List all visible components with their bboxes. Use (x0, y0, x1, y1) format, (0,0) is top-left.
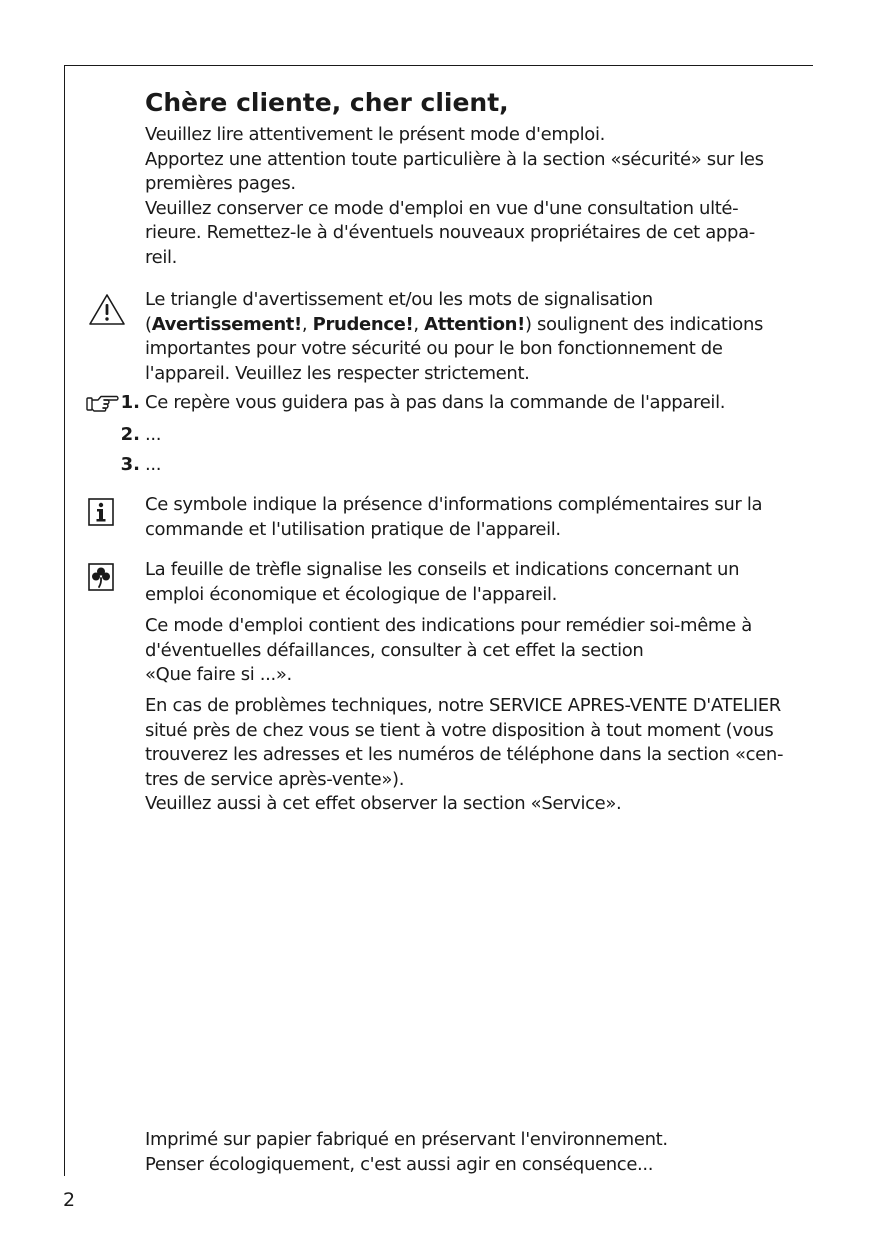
intro-line: Veuillez conserver ce mode d'emploi en vue d'une consultation ulté- (145, 197, 739, 219)
step-number: 3. (120, 454, 140, 475)
warning-line: l'appareil. Veuillez les respecter strictement. (145, 362, 530, 384)
footer-line: Imprimé sur papier fabriqué en préservant l'environnement. (145, 1129, 668, 1150)
info-line: commande et l'utilisation pratique de l'appareil. (145, 518, 561, 540)
eco-paragraph (145, 558, 795, 607)
troubleshooting-paragraph (145, 614, 795, 688)
troubleshooting-line: d'éventuelles défaillances, consulter à cet effet la section (145, 639, 644, 661)
service-line: Veuillez aussi à cet effet observer la section «Service». (145, 793, 622, 815)
page-number: 2 (63, 1189, 76, 1211)
service-line: situé près de chez vous se tient à votre disposition à tout moment (vous (145, 719, 774, 741)
separator: , (413, 313, 425, 335)
step-text: Ce repère vous guidera pas à pas dans la commande de l'appareil. (145, 392, 726, 413)
page-title: Chère cliente, cher client, (145, 88, 509, 117)
signal-word-prudence: Prudence! (312, 313, 414, 335)
info-line: Ce symbole indique la présence d'informations complémentaires sur la (145, 494, 763, 515)
warning-line (145, 313, 795, 338)
open-paren: ( (145, 313, 152, 335)
intro-line: premières pages. (145, 173, 296, 195)
signal-word-avertissement: Avertissement! (151, 313, 302, 335)
warning-paragraph (145, 288, 795, 386)
warning-triangle-icon (88, 293, 126, 327)
left-margin-rule (64, 65, 65, 1176)
clover-leaf-icon (88, 563, 114, 591)
eco-line: emploi économique et écologique de l'appareil. (145, 583, 558, 605)
step-number: 2. (120, 424, 140, 445)
step-text: ... (145, 424, 162, 445)
info-icon (88, 498, 114, 526)
warning-line: Le triangle d'avertissement et/ou les mots de signalisation (145, 289, 653, 310)
service-line: En cas de problèmes techniques, notre SERVICE APRES-VENTE D'ATELIER (145, 695, 781, 716)
step-number: 1. (120, 392, 140, 413)
top-rule (64, 65, 813, 66)
warning-line-rest: ) soulignent des indications (524, 313, 764, 335)
footer-note (145, 1128, 795, 1177)
warning-line: importantes pour votre sécurité ou pour le bon fonctionnement de (145, 338, 723, 360)
intro-line: reil. (145, 246, 178, 268)
intro-line: Veuillez lire attentivement le présent mode d'emploi. (145, 124, 605, 145)
service-line: tres de service après-vente»). (145, 768, 405, 790)
troubleshooting-line: Ce mode d'emploi contient des indications pour remédier soi-même à (145, 615, 752, 636)
intro-paragraph (145, 123, 795, 271)
info-paragraph (145, 493, 795, 542)
step-text: ... (145, 454, 162, 475)
footer-line: Penser écologiquement, c'est aussi agir en conséquence... (145, 1153, 654, 1175)
intro-line: Apportez une attention toute particulière à la section «sécurité» sur les (145, 148, 764, 170)
troubleshooting-line: «Que faire si ...». (145, 664, 292, 686)
intro-line: rieure. Remettez-le à d'éventuels nouveaux propriétaires de cet appa- (145, 222, 755, 244)
separator: , (301, 313, 313, 335)
service-line: trouverez les adresses et les numéros de téléphone dans la section «cen- (145, 744, 784, 766)
eco-line: La feuille de trèfle signalise les conseils et indications concernant un (145, 559, 740, 580)
signal-word-attention: Attention! (424, 313, 525, 335)
service-paragraph (145, 694, 795, 817)
